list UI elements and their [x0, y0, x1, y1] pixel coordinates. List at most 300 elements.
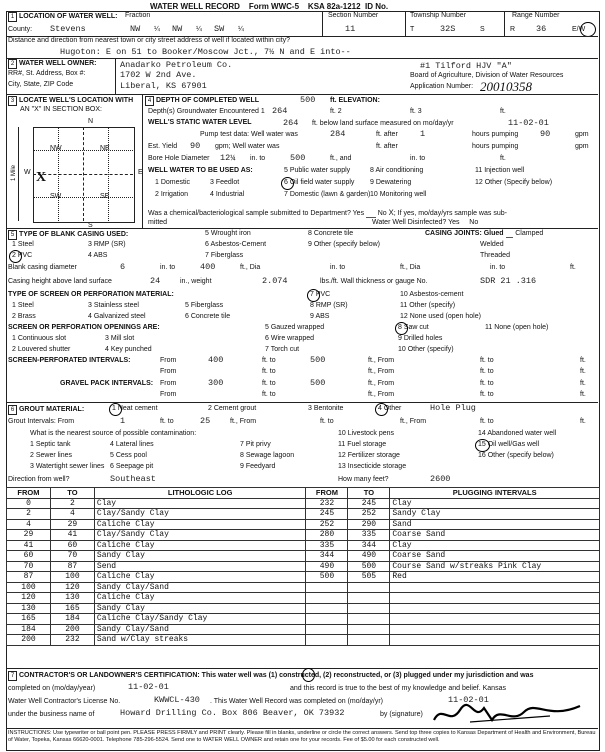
gravel-ft-end: ft.	[580, 380, 586, 387]
cell-from: 41	[7, 540, 51, 551]
county-value: Stevens	[50, 24, 86, 34]
cell-plugging	[390, 614, 600, 625]
gravel-to-label-2: ft. to	[262, 391, 276, 398]
table-row	[7, 624, 600, 635]
contam-lateral: 4 Lateral lines	[110, 441, 154, 448]
cell-plug-to: 500	[348, 561, 390, 572]
cell-lithology: Clay/Sandy Clay	[94, 509, 306, 520]
perf-ft-end: ft.	[580, 357, 586, 364]
table-row	[7, 593, 600, 604]
depths-ft3: ft. 3	[410, 108, 422, 115]
quadrant-se: SE	[100, 193, 110, 200]
screen-stainless: 3 Stainless steel	[88, 302, 139, 309]
cell-plugging: Course Sand w/streaks Pink Clay	[390, 561, 600, 572]
cell-plugging: Sand	[390, 519, 600, 530]
township-label: Township Number	[410, 12, 467, 19]
cell-to: 165	[50, 603, 94, 614]
fraction-3: SW	[214, 24, 225, 34]
cell-plug-to: 335	[348, 530, 390, 541]
diameter-label: Blank casing diameter	[8, 264, 77, 271]
grout-cement: 2 Cement grout	[208, 405, 257, 412]
screen-rmp: 8 RMP (SR)	[310, 302, 348, 309]
yield-after: ft. after	[376, 143, 398, 150]
table-row	[7, 530, 600, 541]
cell-plug-from	[306, 614, 348, 625]
use-injection: 11 Injection well	[475, 167, 525, 174]
casing-steel: 1 Steel	[12, 241, 34, 248]
casing-other: 9 Other (specify below)	[308, 241, 380, 248]
quadrant-sw: SW	[50, 193, 62, 200]
cell-plug-to	[348, 635, 390, 646]
yield-gpm2: gpm	[575, 143, 589, 150]
section-number-label: Section Number	[328, 12, 379, 19]
grout-other-circle	[375, 403, 388, 416]
instructions-text: INSTRUCTIONS: Use typewriter or ball point pen. PLEASE PRESS FIRMLY and PRINT clearly. Please fill in blanks, underline or circle the correct answers. Send top three copies to Kansas Department of Health and Environment, Bureau of Water, Topeka, Kansas 66620-0001. Telephone 785-296-5524. Send one to WATER WELL OWNER and retain one for your records. Fee of $5.00 for each constructed well.	[8, 730, 596, 743]
cell-plugging	[390, 624, 600, 635]
signature-label: by (signature)	[380, 711, 423, 718]
opening-mill: 3 Mill slot	[105, 335, 135, 342]
yield-gpm: gpm; Well water was	[215, 143, 280, 150]
screen-pvc: 7 PVC	[310, 291, 331, 298]
howmany-value: 2600	[430, 474, 451, 484]
cell-lithology: Sandy Clay/Sand	[94, 582, 306, 593]
cell-to: 29	[50, 519, 94, 530]
bore-ft: ft.	[500, 155, 506, 162]
form-title: WATER WELL RECORD Form WWC-5 KSA 82a-1212 ID No.	[150, 2, 389, 11]
intervals-label: Grout Intervals: From	[8, 418, 75, 425]
cell-from: 0	[7, 498, 51, 509]
section-box	[33, 127, 135, 223]
contam-abandoned: 14 Abandoned water well	[478, 430, 557, 437]
opening-louvered: 2 Louvered shutter	[12, 346, 71, 353]
weight-lbs: lbs./ft. Wall thickness or gauge No.	[320, 278, 428, 285]
depths-value: 264	[272, 106, 288, 116]
mile-label: 1 Mile	[11, 164, 18, 182]
business-value: Howard Drilling Co. Box 806 Beaver, OK 73932	[120, 708, 345, 718]
contam-watertight: 3 Watertight sewer lines	[30, 463, 105, 470]
compass-w: W	[24, 169, 31, 176]
bore-to: 500	[290, 153, 306, 163]
board-label: Board of Agriculture, Division of Water Resources	[410, 72, 564, 79]
cell-plugging	[390, 582, 600, 593]
perf-from-label-2: From	[160, 368, 177, 375]
elevation-label: ft. ELEVATION:	[330, 97, 380, 104]
cell-from: 4	[7, 519, 51, 530]
disinfected-label: Water Well Disinfected? Yes No	[372, 219, 479, 226]
cell-to: 184	[50, 614, 94, 625]
intervals-to: 25	[200, 416, 211, 426]
cell-plug-from: 252	[306, 519, 348, 530]
yield-hours: hours pumping	[472, 143, 519, 150]
direction-label: Direction from well?	[8, 476, 70, 483]
cell-plug-from	[306, 635, 348, 646]
cell-lithology: Send	[94, 561, 306, 572]
opening-key: 4 Key punched	[105, 346, 152, 353]
quadrant-ne: NE	[100, 145, 110, 152]
table-row	[7, 635, 600, 646]
cell-lithology: Sandy Clay/Sand	[94, 624, 306, 635]
perf-ft-from: ft., From	[368, 357, 395, 364]
perf-ft-end-2: ft.	[580, 368, 586, 375]
signature-image	[430, 700, 590, 728]
opening-gauzed: 5 Gauzed wrapped	[265, 324, 325, 331]
perf-ft-to-2: ft. to	[480, 368, 494, 375]
weight-value: 2.074	[262, 276, 288, 286]
gravel-ft-from-2: ft., From	[368, 391, 395, 398]
use-domestic: 1 Domestic	[155, 179, 191, 186]
cell-plug-to	[348, 614, 390, 625]
cell-plugging: Clay	[390, 540, 600, 551]
cell-lithology: Clay	[94, 498, 306, 509]
gravel-to: 500	[310, 378, 326, 388]
cell-from: 2	[7, 509, 51, 520]
depths-ft2: ft. 2	[330, 108, 342, 115]
cell-lithology: Caliche Clay	[94, 519, 306, 530]
section-value: 11	[345, 24, 356, 34]
table-row	[7, 603, 600, 614]
screen-concrete: 6 Concrete tile	[185, 313, 231, 320]
screen-none: 12 None used (open hole)	[400, 313, 481, 320]
intervals-ft-to-2: ft. to	[480, 418, 494, 425]
contam-livestock: 10 Livestock pens	[338, 430, 395, 437]
owner-value: Anadarko Petroleum Co.	[120, 60, 233, 70]
casing-wrought: 5 Wrought iron	[205, 230, 251, 237]
gravel-from-label: From	[160, 380, 177, 387]
casing-label: 5 TYPE OF BLANK CASING USED:	[8, 230, 128, 240]
completed-label: completed on (mo/day/year)	[8, 685, 96, 692]
cell-plug-to: 490	[348, 551, 390, 562]
contam-other: 16 Other (specify below)	[478, 452, 554, 459]
cell-from: 120	[7, 593, 51, 604]
range-label: Range Number	[512, 12, 560, 19]
cell-lithology: Clay/Sandy Clay	[94, 530, 306, 541]
opening-torch: 7 Torch cut	[265, 346, 300, 353]
gravel-from: 300	[208, 378, 224, 388]
use-public: 5 Public water supply	[284, 167, 351, 174]
cell-plugging: Coarse Sand	[390, 530, 600, 541]
diameter-ft: ft., Dia	[240, 264, 261, 271]
cell-plug-to: 344	[348, 540, 390, 551]
record-value: 11-02-01	[448, 695, 489, 705]
perf-to: 500	[310, 355, 326, 365]
static-label: WELL'S STATIC WATER LEVEL	[148, 119, 252, 126]
cell-plug-from: 500	[306, 572, 348, 583]
cell-from: 29	[7, 530, 51, 541]
static-value: 264	[283, 118, 299, 128]
bore-in: in. to	[250, 155, 266, 162]
w-circle	[580, 22, 596, 37]
cell-plug-from	[306, 593, 348, 604]
contam-privy: 7 Pit privy	[240, 441, 271, 448]
bore-label: Bore Hole Diameter	[148, 155, 210, 162]
quarter-mark-2: ¼	[196, 26, 202, 33]
height-in: in., weight	[180, 278, 212, 285]
contam-insecticide: 13 Insecticide storage	[338, 463, 407, 470]
opening-other: 10 Other (specify)	[398, 346, 454, 353]
cell-to: 87	[50, 561, 94, 572]
business-label: under the business name of	[8, 711, 95, 718]
address-label: RR#, St. Address, Box #:	[8, 70, 86, 77]
header-to: TO	[50, 488, 94, 499]
cell-plug-from: 232	[306, 498, 348, 509]
cell-lithology: Sandy Clay	[94, 603, 306, 614]
use-air: 8 Air conditioning	[370, 167, 424, 174]
cell-plug-from	[306, 582, 348, 593]
cell-lithology: Sand w/Clay streaks	[94, 635, 306, 646]
application-label: Application Number:	[410, 83, 474, 90]
completed-value: 11-02-01	[128, 682, 169, 692]
intervals-from: 1	[120, 416, 126, 426]
grout-label: 6 GROUT MATERIAL:	[8, 405, 84, 415]
submitted-label: mitted	[148, 219, 168, 226]
cell-to: 70	[50, 551, 94, 562]
cell-to: 60	[50, 540, 94, 551]
cell-plug-from: 280	[306, 530, 348, 541]
cell-plugging: Clay	[390, 498, 600, 509]
gpm-label: gpm	[575, 131, 589, 138]
height-value: 24	[150, 276, 161, 286]
table-header-row	[7, 488, 600, 499]
perf-label: SCREEN-PERFORATED INTERVALS:	[8, 357, 131, 364]
oilfield-circle	[281, 177, 294, 190]
cell-plug-from: 335	[306, 540, 348, 551]
depth-label: 4 DEPTH OF COMPLETED WELL	[145, 96, 259, 106]
compass-e: E	[138, 169, 143, 176]
bore-value: 12¼	[220, 153, 236, 163]
use-lawn: 7 Domestic (lawn & garden)	[284, 191, 371, 198]
cell-to: 41	[50, 530, 94, 541]
direction-value: Southeast	[110, 474, 156, 484]
screen-fiberglass: 5 Fiberglass	[185, 302, 224, 309]
gravel-from-label-2: From	[160, 391, 177, 398]
casing-fiberglass: 7 Fiberglass	[205, 252, 244, 259]
cell-plug-to: 252	[348, 509, 390, 520]
perf-ft-to: ft. to	[480, 357, 494, 364]
use-dewatering: 9 Dewatering	[370, 179, 412, 186]
perf-to-label-2: ft. to	[262, 368, 276, 375]
height-label: Casing height above land surface	[8, 278, 112, 285]
diameter-in: in. to	[160, 264, 176, 271]
township-value: 32S	[440, 24, 456, 34]
fraction-1: NW	[130, 24, 141, 34]
screen-asbestos: 10 Asbestos-cement	[400, 291, 464, 298]
cell-plug-to: 245	[348, 498, 390, 509]
oilgas-circle	[475, 439, 490, 452]
license-label: Water Well Contractor's License No.	[8, 698, 121, 705]
cell-from: 200	[7, 635, 51, 646]
screen-other: 11 Other (specify)	[400, 302, 456, 309]
cell-to: 232	[50, 635, 94, 646]
pump-label: Pump test data: Well water was	[200, 131, 298, 138]
cell-plugging	[390, 635, 600, 646]
cell-from: 60	[7, 551, 51, 562]
diameter-ft3: ft.	[570, 264, 576, 271]
quarter-mark-1: ¼	[154, 26, 160, 33]
screen-pvc-circle	[307, 289, 320, 302]
cell-to: 200	[50, 624, 94, 635]
cell-from: 165	[7, 614, 51, 625]
cell-plug-to: 290	[348, 519, 390, 530]
perf-from-label: From	[160, 357, 177, 364]
table-row	[7, 561, 600, 572]
bore-in2: in. to	[410, 155, 426, 162]
screen-brass: 2 Brass	[12, 313, 36, 320]
opening-sawcut: 8 Saw cut	[398, 324, 429, 331]
contam-septic: 1 Septic tank	[30, 441, 71, 448]
cell-plug-from: 245	[306, 509, 348, 520]
perf-to-label: ft. to	[262, 357, 276, 364]
static-date: 11-02-01	[508, 118, 549, 128]
use-other: 12 Other (Specify below)	[475, 179, 553, 186]
openings-label: SCREEN OR PERFORATION OPENINGS ARE:	[8, 324, 160, 331]
gravel-ft-end-2: ft.	[580, 391, 586, 398]
gravel-to-label: ft. to	[262, 380, 276, 387]
casing-abs: 4 ABS	[88, 252, 108, 259]
application-number: 20010358	[480, 79, 532, 94]
bore-and: ft., and	[330, 155, 352, 162]
contam-lagoon: 8 Sewage lagoon	[240, 452, 295, 459]
gravel-ft-from: ft., From	[368, 380, 395, 387]
table-row	[7, 540, 600, 551]
nearest-label: What is the nearest source of possible contamination:	[30, 430, 197, 437]
use-feedlot: 3 Feedlot	[210, 179, 240, 186]
opening-drilled: 9 Drilled holes	[398, 335, 443, 342]
header-from-2: FROM	[306, 488, 348, 499]
opening-wire: 6 Wire wrapped	[265, 335, 315, 342]
table-row	[7, 582, 600, 593]
use-oilfield: 6 Oil field water supply	[284, 179, 355, 186]
gravel-ft-to-2: ft. to	[480, 391, 494, 398]
sawcut-circle	[395, 322, 408, 335]
opening-continuous: 1 Continuous slot	[12, 335, 67, 342]
casing-concrete: 8 Concrete tile	[308, 230, 354, 237]
directions-label: Distance and direction from nearest town or city street address of well if located within city?	[8, 37, 291, 44]
use-industrial: 4 Industrial	[210, 191, 245, 198]
pump-value: 284	[330, 129, 346, 139]
cell-plug-from	[306, 603, 348, 614]
header-plugging: PLUGGING INTERVALS	[390, 488, 600, 499]
contam-oilgas: 15 Oil well/Gas well	[478, 441, 540, 448]
use-irrigation: 2 Irrigation	[155, 191, 189, 198]
directions-value: Hugoton: E on 51 to Booker/Moscow Jct., 7½ N and E into--	[60, 47, 351, 57]
cell-plug-to	[348, 593, 390, 604]
cell-plugging: Sandy Clay	[390, 509, 600, 520]
static-mid: ft. below land surface measured on mo/day/yr	[312, 120, 454, 127]
perf-from: 400	[208, 355, 224, 365]
contam-cess: 5 Cess pool	[110, 452, 147, 459]
casing-rmp: 3 RMP (SR)	[88, 241, 126, 248]
header-from: FROM	[7, 488, 51, 499]
perf-ft-from-2: ft., From	[368, 368, 395, 375]
quadrant-nw: NW	[50, 145, 62, 152]
cell-plug-to	[348, 624, 390, 635]
table-row	[7, 614, 600, 625]
cell-plugging: Coarse Sand	[390, 551, 600, 562]
x-label: AN "X" IN SECTION BOX:	[20, 106, 102, 113]
casing-asbestos: 6 Asbestos-Cement	[205, 241, 267, 248]
gravel-label: GRAVEL PACK INTERVALS:	[60, 380, 154, 387]
contam-sewer: 2 Sewer lines	[30, 452, 73, 459]
yield-label: Est. Yield	[148, 143, 178, 150]
after-value: 1	[420, 129, 426, 139]
fraction-2: NW	[172, 24, 183, 34]
cell-plug-to	[348, 603, 390, 614]
grout-bentonite: 3 Bentonite	[308, 405, 344, 412]
cell-to: 4	[50, 509, 94, 520]
ew-mark: E/W	[572, 26, 586, 33]
cell-plug-from: 490	[306, 561, 348, 572]
license-value: KWWCL-430	[154, 695, 200, 705]
table-row	[7, 519, 600, 530]
cell-plug-from	[306, 624, 348, 635]
fraction-label: Fraction	[125, 12, 151, 19]
cell-lithology: Caliche Clay	[94, 572, 306, 583]
locate-label: 3 LOCATE WELL'S LOCATION WITH	[8, 96, 133, 106]
cell-plug-from: 344	[306, 551, 348, 562]
cell-from: 70	[7, 561, 51, 572]
intervals-ft-to: ft. to	[320, 418, 334, 425]
cell-to: 120	[50, 582, 94, 593]
cell-to: 130	[50, 593, 94, 604]
gauge-value: SDR 21 .316	[480, 276, 537, 286]
cell-from: 130	[7, 603, 51, 614]
constructed-circle	[302, 668, 315, 682]
intervals-ft-end: ft.	[580, 418, 586, 425]
t-mark: T	[410, 26, 415, 33]
table-row	[7, 509, 600, 520]
section1-label: 1 LOCATION OF WATER WELL:	[8, 12, 117, 22]
contam-seepage: 6 Seepage pit	[110, 463, 154, 470]
contam-fuel: 11 Fuel storage	[338, 441, 387, 448]
well-x-mark: X	[36, 170, 47, 185]
hours-label: hours pumping	[472, 131, 519, 138]
screen-galvanized: 4 Galvanized steel	[88, 313, 146, 320]
range-value: 36	[536, 24, 547, 34]
cell-lithology: Caliche Clay/Sandy Clay	[94, 614, 306, 625]
city-value: Liberal, KS 67901	[120, 81, 207, 91]
sample-question: Was a chemical/bacteriological sample submitted to Department? Yes No X; If yes, mo/day/yrs sample was sub-	[148, 208, 507, 218]
screen-abs: 9 ABS	[310, 313, 330, 320]
screen-steel: 1 Steel	[12, 302, 34, 309]
cell-plugging	[390, 603, 600, 614]
opening-none: 11 None (open hole)	[485, 324, 549, 331]
s-mark: S	[480, 26, 485, 33]
cell-from: 100	[7, 582, 51, 593]
yield-value: 90	[190, 141, 201, 151]
table-row	[7, 572, 600, 583]
contam-fertilizer: 12 Fertilizer storage	[338, 452, 400, 459]
cell-to: 100	[50, 572, 94, 583]
howmany-label: How many feet?	[338, 476, 389, 483]
cell-lithology: Caliche Clay	[94, 593, 306, 604]
header-to-2: TO	[348, 488, 390, 499]
address-value: 1702 W 2nd Ave.	[120, 70, 197, 80]
joints-threaded: Threaded	[480, 252, 510, 259]
use-label: WELL WATER TO BE USED AS:	[148, 167, 253, 174]
joints-welded: Welded	[480, 241, 504, 248]
intervals-to-label: ft. to	[160, 418, 174, 425]
county-label: County:	[8, 26, 33, 33]
city-label: City, State, ZIP Code	[8, 81, 74, 88]
compass-s: S	[88, 222, 93, 229]
well-name: #1 Tilford HJV "A"	[420, 61, 512, 71]
depths-ft: ft.	[500, 108, 506, 115]
grout-other: 4 Other	[378, 405, 402, 412]
cell-lithology: Sandy Clay	[94, 551, 306, 562]
compass-n: N	[88, 118, 94, 125]
contam-feedyard: 9 Feedyard	[240, 463, 276, 470]
grout-other-value: Hole Plug	[430, 403, 476, 413]
